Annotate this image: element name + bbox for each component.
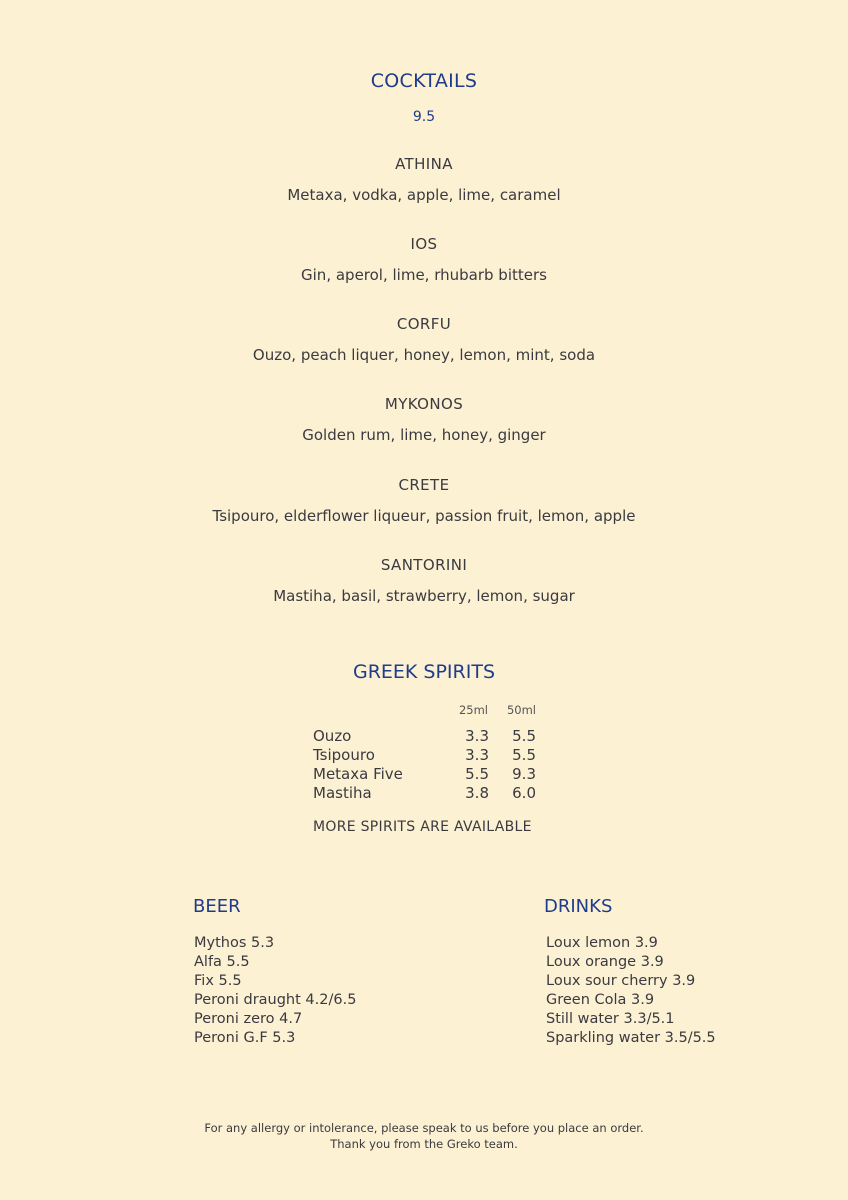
list-item: Fix 5.5 bbox=[194, 973, 242, 989]
spirit-name: Metaxa Five bbox=[313, 765, 403, 783]
spirit-name: Mastiha bbox=[313, 784, 372, 802]
greek-spirits-heading: GREEK SPIRITS bbox=[352, 661, 496, 683]
list-item: Peroni draught 4.2/6.5 bbox=[194, 992, 357, 1008]
price-25ml: 3.3 bbox=[465, 746, 489, 764]
list-item: Loux sour cherry 3.9 bbox=[546, 973, 696, 989]
table-row bbox=[313, 746, 543, 765]
cocktail-description: Gin, aperol, lime, rhubarb bitters bbox=[301, 266, 547, 284]
price-25ml: 3.3 bbox=[465, 727, 489, 745]
table-row bbox=[313, 765, 543, 784]
list-item: Still water 3.3/5.1 bbox=[546, 1011, 675, 1027]
list-item: Peroni G.F 5.3 bbox=[194, 1030, 296, 1046]
column-header-25ml: 25ml bbox=[458, 703, 488, 717]
list-item: Mythos 5.3 bbox=[194, 935, 275, 951]
beer-list bbox=[194, 934, 356, 1048]
cocktails-price: 9.5 bbox=[412, 109, 436, 125]
price-25ml: 5.5 bbox=[465, 765, 489, 783]
list-item: Peroni zero 4.7 bbox=[194, 1011, 303, 1027]
spirit-name: Ouzo bbox=[313, 727, 352, 745]
spirit-name: Tsipouro bbox=[313, 746, 375, 764]
price-50ml: 5.5 bbox=[512, 727, 536, 745]
cocktail-name: MYKONOS bbox=[384, 395, 464, 413]
cocktail-name: CORFU bbox=[396, 315, 452, 333]
list-item: Loux orange 3.9 bbox=[546, 954, 664, 970]
price-50ml: 6.0 bbox=[512, 784, 536, 802]
price-50ml: 9.3 bbox=[512, 765, 536, 783]
price-50ml: 5.5 bbox=[512, 746, 536, 764]
cocktail-name: CRETE bbox=[398, 476, 450, 494]
cocktail-description: Tsipouro, elderflower liqueur, passion fruit, lemon, apple bbox=[212, 507, 636, 525]
cocktail-description: Golden rum, lime, honey, ginger bbox=[302, 426, 546, 444]
table-row bbox=[313, 727, 543, 746]
cocktail-description: Mastiha, basil, strawberry, lemon, sugar bbox=[273, 587, 575, 605]
cocktails-heading: COCKTAILS bbox=[370, 70, 478, 92]
more-spirits-note: MORE SPIRITS ARE AVAILABLE bbox=[313, 819, 532, 835]
thank-you-note: Thank you from the Greko team. bbox=[330, 1137, 518, 1151]
cocktail-name: SANTORINI bbox=[380, 556, 468, 574]
beer-heading: BEER bbox=[193, 896, 241, 917]
list-item: Alfa 5.5 bbox=[194, 954, 250, 970]
allergy-notice: For any allergy or intolerance, please speak to us before you place an order. bbox=[204, 1121, 644, 1135]
list-item: Green Cola 3.9 bbox=[546, 992, 655, 1008]
spirits-table bbox=[313, 703, 543, 803]
list-item: Loux lemon 3.9 bbox=[546, 935, 658, 951]
cocktail-name: ATHINA bbox=[395, 155, 453, 173]
drinks-heading: DRINKS bbox=[544, 896, 613, 917]
table-row bbox=[313, 784, 543, 803]
price-25ml: 3.8 bbox=[465, 784, 489, 802]
list-item: Sparkling water 3.5/5.5 bbox=[546, 1030, 716, 1046]
cocktail-name: IOS bbox=[410, 235, 438, 253]
cocktail-description: Metaxa, vodka, apple, lime, caramel bbox=[287, 186, 561, 204]
spirits-table-header bbox=[313, 703, 543, 727]
cocktail-description: Ouzo, peach liquer, honey, lemon, mint, soda bbox=[252, 346, 596, 364]
drinks-list bbox=[546, 934, 716, 1048]
column-header-50ml: 50ml bbox=[506, 703, 536, 717]
